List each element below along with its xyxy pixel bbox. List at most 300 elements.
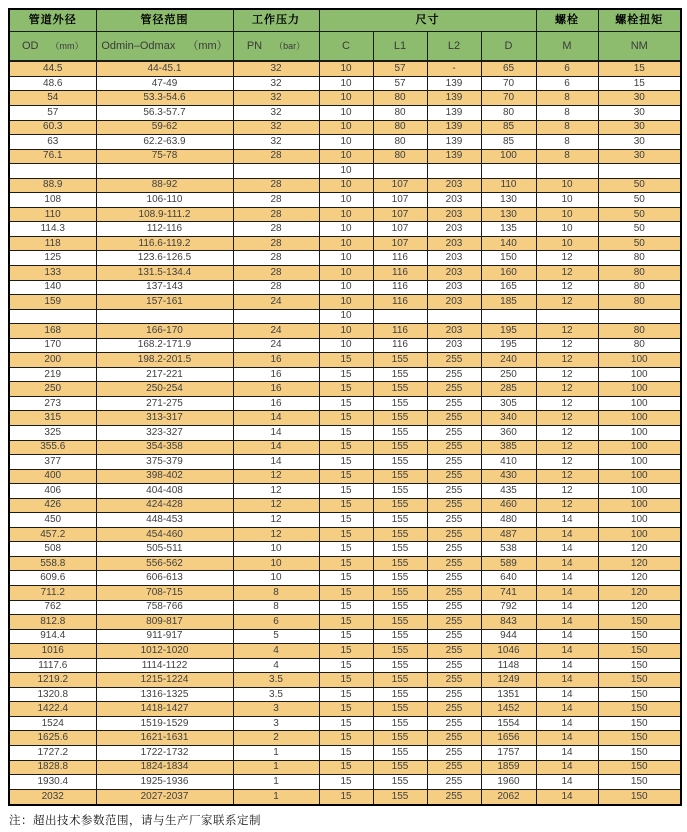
table-cell: 1859 (481, 760, 536, 775)
table-cell: 75-78 (96, 149, 233, 164)
table-cell: 155 (373, 527, 427, 542)
column-code: D (504, 39, 513, 52)
table-row (9, 178, 681, 193)
table-cell: 14 (536, 746, 598, 761)
table-cell: 114.3 (9, 222, 96, 237)
table-body (9, 61, 681, 806)
table-cell: 139 (427, 91, 481, 106)
table-cell: 32 (233, 91, 319, 106)
table-cell: 14 (233, 455, 319, 470)
table-cell: 558.8 (9, 556, 96, 571)
table-cell: 107 (373, 222, 427, 237)
table-cell: 480 (481, 513, 536, 528)
table-cell (9, 309, 96, 324)
table-row (9, 484, 681, 499)
table-cell: 80 (598, 295, 681, 310)
table-cell: 1 (233, 775, 319, 790)
table-cell: 150 (598, 760, 681, 775)
table-row (9, 338, 681, 353)
table-cell: 100 (598, 353, 681, 368)
table-cell: 57 (9, 105, 96, 120)
table-cell: 1114-1122 (96, 658, 233, 673)
table-cell: 400 (9, 469, 96, 484)
table-cell: 15 (319, 571, 373, 586)
table-cell: 15 (319, 673, 373, 688)
table-cell: 15 (319, 731, 373, 746)
table-cell: 130 (481, 193, 536, 208)
table-cell: 360 (481, 425, 536, 440)
table-cell: 323-327 (96, 425, 233, 440)
table-cell: 1219.2 (9, 673, 96, 688)
table-cell: 203 (427, 207, 481, 222)
column-header (233, 32, 319, 61)
table-cell: 10 (319, 324, 373, 339)
table-cell: 50 (598, 178, 681, 193)
table-row (9, 658, 681, 673)
table-cell: 12 (536, 469, 598, 484)
table-cell: 457.2 (9, 527, 96, 542)
table-cell: 435 (481, 484, 536, 499)
table-cell: 116 (373, 324, 427, 339)
table-cell: 80 (598, 265, 681, 280)
table-cell: 12 (536, 411, 598, 426)
table-cell: 1554 (481, 716, 536, 731)
table-cell: 157-161 (96, 295, 233, 310)
table-cell: 133 (9, 265, 96, 280)
table-row (9, 746, 681, 761)
table-cell: 100 (598, 367, 681, 382)
table-cell: 741 (481, 586, 536, 601)
table-cell: 426 (9, 498, 96, 513)
table-cell: 12 (536, 324, 598, 339)
table-cell: 1422.4 (9, 702, 96, 717)
table-cell: 198.2-201.5 (96, 353, 233, 368)
table-cell: 16 (233, 396, 319, 411)
table-cell: 203 (427, 193, 481, 208)
table-cell: 85 (481, 120, 536, 135)
column-header (96, 32, 233, 61)
table-cell: 80 (598, 338, 681, 353)
table-row (9, 440, 681, 455)
table-cell: 53.3-54.6 (96, 91, 233, 106)
table-cell: 14 (536, 556, 598, 571)
table-cell: 100 (598, 513, 681, 528)
table-cell: 944 (481, 629, 536, 644)
table-cell: 14 (536, 600, 598, 615)
table-cell: 28 (233, 236, 319, 251)
table-cell: 50 (598, 222, 681, 237)
table-cell: 10 (319, 251, 373, 266)
table-cell: 28 (233, 193, 319, 208)
table-cell: 1316-1325 (96, 687, 233, 702)
table-cell: 8 (536, 91, 598, 106)
table-cell: 273 (9, 396, 96, 411)
table-cell: 15 (319, 527, 373, 542)
table-cell: 155 (373, 687, 427, 702)
table-cell: 1524 (9, 716, 96, 731)
table-cell: 155 (373, 571, 427, 586)
table-cell: 139 (427, 149, 481, 164)
table-cell: 88-92 (96, 178, 233, 193)
table-cell: 10 (319, 222, 373, 237)
table-cell: 159 (9, 295, 96, 310)
table-cell: 56.3-57.7 (96, 105, 233, 120)
table-cell: 14 (536, 644, 598, 659)
table-row (9, 280, 681, 295)
table-cell: 217-221 (96, 367, 233, 382)
table-cell: 14 (233, 440, 319, 455)
table-cell: 203 (427, 338, 481, 353)
table-cell: 63 (9, 135, 96, 150)
table-cell: 139 (427, 120, 481, 135)
table-cell: 255 (427, 469, 481, 484)
table-cell: 116 (373, 338, 427, 353)
table-cell: 14 (536, 673, 598, 688)
table-row (9, 615, 681, 630)
table-cell: 15 (319, 556, 373, 571)
table-cell: 10 (319, 76, 373, 91)
table-cell: 1418-1427 (96, 702, 233, 717)
table-cell: 914.4 (9, 629, 96, 644)
table-cell: 3.5 (233, 673, 319, 688)
table-row (9, 207, 681, 222)
table-cell: 50 (598, 207, 681, 222)
table-cell: 5 (233, 629, 319, 644)
table-cell: 200 (9, 353, 96, 368)
table-cell: 155 (373, 353, 427, 368)
table-cell: 155 (373, 396, 427, 411)
table-cell: 116 (373, 280, 427, 295)
table-cell: 219 (9, 367, 96, 382)
table-cell: 3 (233, 702, 319, 717)
table-cell (481, 309, 536, 324)
column-header (536, 32, 598, 61)
table-row (9, 556, 681, 571)
table-cell: 100 (598, 527, 681, 542)
table-row (9, 265, 681, 280)
table-cell: 255 (427, 425, 481, 440)
table-cell: 107 (373, 193, 427, 208)
column-code: NM (630, 39, 648, 52)
table-cell: 1215-1224 (96, 673, 233, 688)
table-cell: 792 (481, 600, 536, 615)
table-cell: 255 (427, 571, 481, 586)
table-cell: 150 (598, 731, 681, 746)
table-cell: 32 (233, 120, 319, 135)
table-cell: 28 (233, 280, 319, 295)
table-cell: 28 (233, 265, 319, 280)
column-unit: （bar） (274, 40, 306, 51)
table-cell: 12 (233, 527, 319, 542)
table-cell: 118 (9, 236, 96, 251)
table-cell: 14 (536, 527, 598, 542)
table-cell: 203 (427, 265, 481, 280)
table-cell: 2027-2037 (96, 789, 233, 805)
table-cell: 50 (598, 193, 681, 208)
table-cell: 10 (319, 236, 373, 251)
table-cell: 110 (481, 178, 536, 193)
table-cell: 195 (481, 338, 536, 353)
table-cell: 250-254 (96, 382, 233, 397)
table-cell: 15 (319, 746, 373, 761)
table-cell: 135 (481, 222, 536, 237)
table-cell: 15 (319, 367, 373, 382)
table-cell: 1656 (481, 731, 536, 746)
table-cell: 100 (598, 455, 681, 470)
table-cell: 2062 (481, 789, 536, 805)
table-cell: 14 (536, 586, 598, 601)
table-cell: 812.8 (9, 615, 96, 630)
table-cell: 10 (233, 542, 319, 557)
table-cell: 15 (319, 760, 373, 775)
table-cell: 255 (427, 586, 481, 601)
table-cell: 24 (233, 324, 319, 339)
table-cell: 1757 (481, 746, 536, 761)
table-cell: 80 (481, 105, 536, 120)
table-cell: 1621-1631 (96, 731, 233, 746)
table-cell: 120 (598, 542, 681, 557)
table-row (9, 760, 681, 775)
table-cell: 255 (427, 411, 481, 426)
table-cell: 165 (481, 280, 536, 295)
table-cell (233, 164, 319, 179)
table-cell: 15 (319, 498, 373, 513)
table-cell: 255 (427, 775, 481, 790)
table-cell: 155 (373, 600, 427, 615)
table-cell: 14 (536, 571, 598, 586)
table-row (9, 295, 681, 310)
table-cell: 1 (233, 789, 319, 805)
table-cell: 155 (373, 702, 427, 717)
table-cell: 15 (319, 382, 373, 397)
table-row (9, 236, 681, 251)
table-header (9, 9, 681, 61)
table-cell: 80 (373, 149, 427, 164)
table-cell: 24 (233, 338, 319, 353)
table-cell: 155 (373, 411, 427, 426)
table-cell: 140 (481, 236, 536, 251)
table-cell: 255 (427, 600, 481, 615)
column-group-header: 管道外径 (9, 9, 96, 32)
table-cell: 8 (536, 135, 598, 150)
table-cell: 44.5 (9, 62, 96, 77)
table-cell: 107 (373, 207, 427, 222)
table-cell: 100 (598, 498, 681, 513)
table-cell: 1925-1936 (96, 775, 233, 790)
table-cell: 8 (536, 149, 598, 164)
table-cell: 250 (9, 382, 96, 397)
table-cell (536, 309, 598, 324)
table-cell (96, 164, 233, 179)
table-cell: 15 (319, 615, 373, 630)
table-cell: 76.1 (9, 149, 96, 164)
table-cell: 377 (9, 455, 96, 470)
table-cell: 15 (319, 542, 373, 557)
table-cell: 640 (481, 571, 536, 586)
spacer-row (9, 309, 681, 324)
table-cell: 255 (427, 644, 481, 659)
table-row (9, 542, 681, 557)
table-row (9, 789, 681, 805)
table-cell: 1117.6 (9, 658, 96, 673)
table-cell: 3.5 (233, 687, 319, 702)
table-cell: 80 (598, 280, 681, 295)
table-cell: 4 (233, 644, 319, 659)
table-cell: 150 (598, 644, 681, 659)
table-row (9, 135, 681, 150)
table-cell: 14 (233, 425, 319, 440)
table-cell: 28 (233, 207, 319, 222)
table-cell: 589 (481, 556, 536, 571)
table-cell: 255 (427, 789, 481, 805)
table-cell: 14 (536, 687, 598, 702)
table-cell: 454-460 (96, 527, 233, 542)
table-cell: 708-715 (96, 586, 233, 601)
table-cell: 155 (373, 382, 427, 397)
table-cell: 460 (481, 498, 536, 513)
table-cell: 508 (9, 542, 96, 557)
table-cell: 155 (373, 673, 427, 688)
table-cell: 556-562 (96, 556, 233, 571)
table-cell: 14 (536, 629, 598, 644)
table-row (9, 353, 681, 368)
table-cell: 8 (233, 586, 319, 601)
table-cell: 325 (9, 425, 96, 440)
table-cell: 1351 (481, 687, 536, 702)
column-code: M (562, 39, 572, 52)
table-cell: 160 (481, 265, 536, 280)
table-cell: 12 (233, 484, 319, 499)
table-cell: 28 (233, 251, 319, 266)
table-cell: 15 (319, 353, 373, 368)
table-cell: 100 (598, 469, 681, 484)
table-cell: 1960 (481, 775, 536, 790)
column-group-header: 工作压力 (233, 9, 319, 32)
table-cell (598, 309, 681, 324)
column-unit: （mm） (50, 40, 84, 51)
table-cell: 10 (319, 280, 373, 295)
table-cell: 16 (233, 367, 319, 382)
table-cell: 88.9 (9, 178, 96, 193)
table-cell: 30 (598, 105, 681, 120)
table-cell: 150 (598, 746, 681, 761)
table-cell: 14 (536, 658, 598, 673)
table-cell: 15 (319, 600, 373, 615)
table-cell: 139 (427, 135, 481, 150)
table-cell: 255 (427, 658, 481, 673)
table-cell: 155 (373, 484, 427, 499)
table-cell: 116.6-119.2 (96, 236, 233, 251)
table-cell: 12 (536, 251, 598, 266)
table-cell: 313-317 (96, 411, 233, 426)
table-cell: 255 (427, 396, 481, 411)
table-cell: 255 (427, 746, 481, 761)
table-cell: 14 (536, 615, 598, 630)
table-cell: 155 (373, 440, 427, 455)
table-row (9, 775, 681, 790)
table-cell: 32 (233, 62, 319, 77)
table-cell: 609.6 (9, 571, 96, 586)
table-cell: 15 (319, 469, 373, 484)
table-cell: 120 (598, 571, 681, 586)
table-cell: 12 (536, 484, 598, 499)
table-cell (233, 309, 319, 324)
table-cell: 10 (319, 265, 373, 280)
table-cell: 406 (9, 484, 96, 499)
table-cell: 1452 (481, 702, 536, 717)
table-cell: 255 (427, 556, 481, 571)
table-cell: 1249 (481, 673, 536, 688)
table-cell: 12 (233, 469, 319, 484)
table-cell: 125 (9, 251, 96, 266)
table-cell: 80 (598, 324, 681, 339)
table-cell: 203 (427, 295, 481, 310)
column-unit: （mm） (187, 39, 228, 52)
table-cell: 150 (598, 716, 681, 731)
table-cell: 100 (598, 396, 681, 411)
column-code: OD (22, 39, 39, 52)
table-row (9, 91, 681, 106)
header-group-row (9, 9, 681, 32)
table-cell: 150 (598, 629, 681, 644)
table-cell: 10 (319, 164, 373, 179)
table-row (9, 716, 681, 731)
table-cell: 450 (9, 513, 96, 528)
table-cell: 398-402 (96, 469, 233, 484)
table-cell: 10 (319, 91, 373, 106)
table-cell: 155 (373, 469, 427, 484)
table-row (9, 76, 681, 91)
table-cell: 15 (319, 586, 373, 601)
table-cell: 80 (373, 135, 427, 150)
table-cell: 240 (481, 353, 536, 368)
table-cell: 100 (598, 425, 681, 440)
table-cell: 12 (233, 498, 319, 513)
column-group-header: 管径范围 (96, 9, 233, 32)
column-code: Odmin–Odmax (101, 39, 176, 52)
table-cell: 10 (319, 62, 373, 77)
table-cell: 255 (427, 702, 481, 717)
table-row (9, 411, 681, 426)
table-cell: 809-817 (96, 615, 233, 630)
table-cell: 100 (481, 149, 536, 164)
table-cell (598, 164, 681, 179)
table-cell: 15 (598, 62, 681, 77)
table-cell: 15 (319, 687, 373, 702)
table-cell: 12 (536, 425, 598, 440)
column-header (9, 32, 96, 61)
table-cell: 10 (319, 135, 373, 150)
table-cell (427, 309, 481, 324)
table-cell: 4 (233, 658, 319, 673)
table-cell: 1824-1834 (96, 760, 233, 775)
table-cell: 150 (481, 251, 536, 266)
table-cell: 47-49 (96, 76, 233, 91)
table-cell: 255 (427, 760, 481, 775)
column-code: L2 (447, 39, 461, 52)
table-cell: 1 (233, 746, 319, 761)
table-cell: 10 (319, 295, 373, 310)
table-cell: 711.2 (9, 586, 96, 601)
table-cell: 150 (598, 673, 681, 688)
table-row (9, 702, 681, 717)
table-cell: 15 (319, 629, 373, 644)
table-cell: 54 (9, 91, 96, 106)
table-cell: 44-45.1 (96, 62, 233, 77)
table-cell: 14 (536, 731, 598, 746)
table-cell: 203 (427, 178, 481, 193)
table-cell: 15 (319, 484, 373, 499)
